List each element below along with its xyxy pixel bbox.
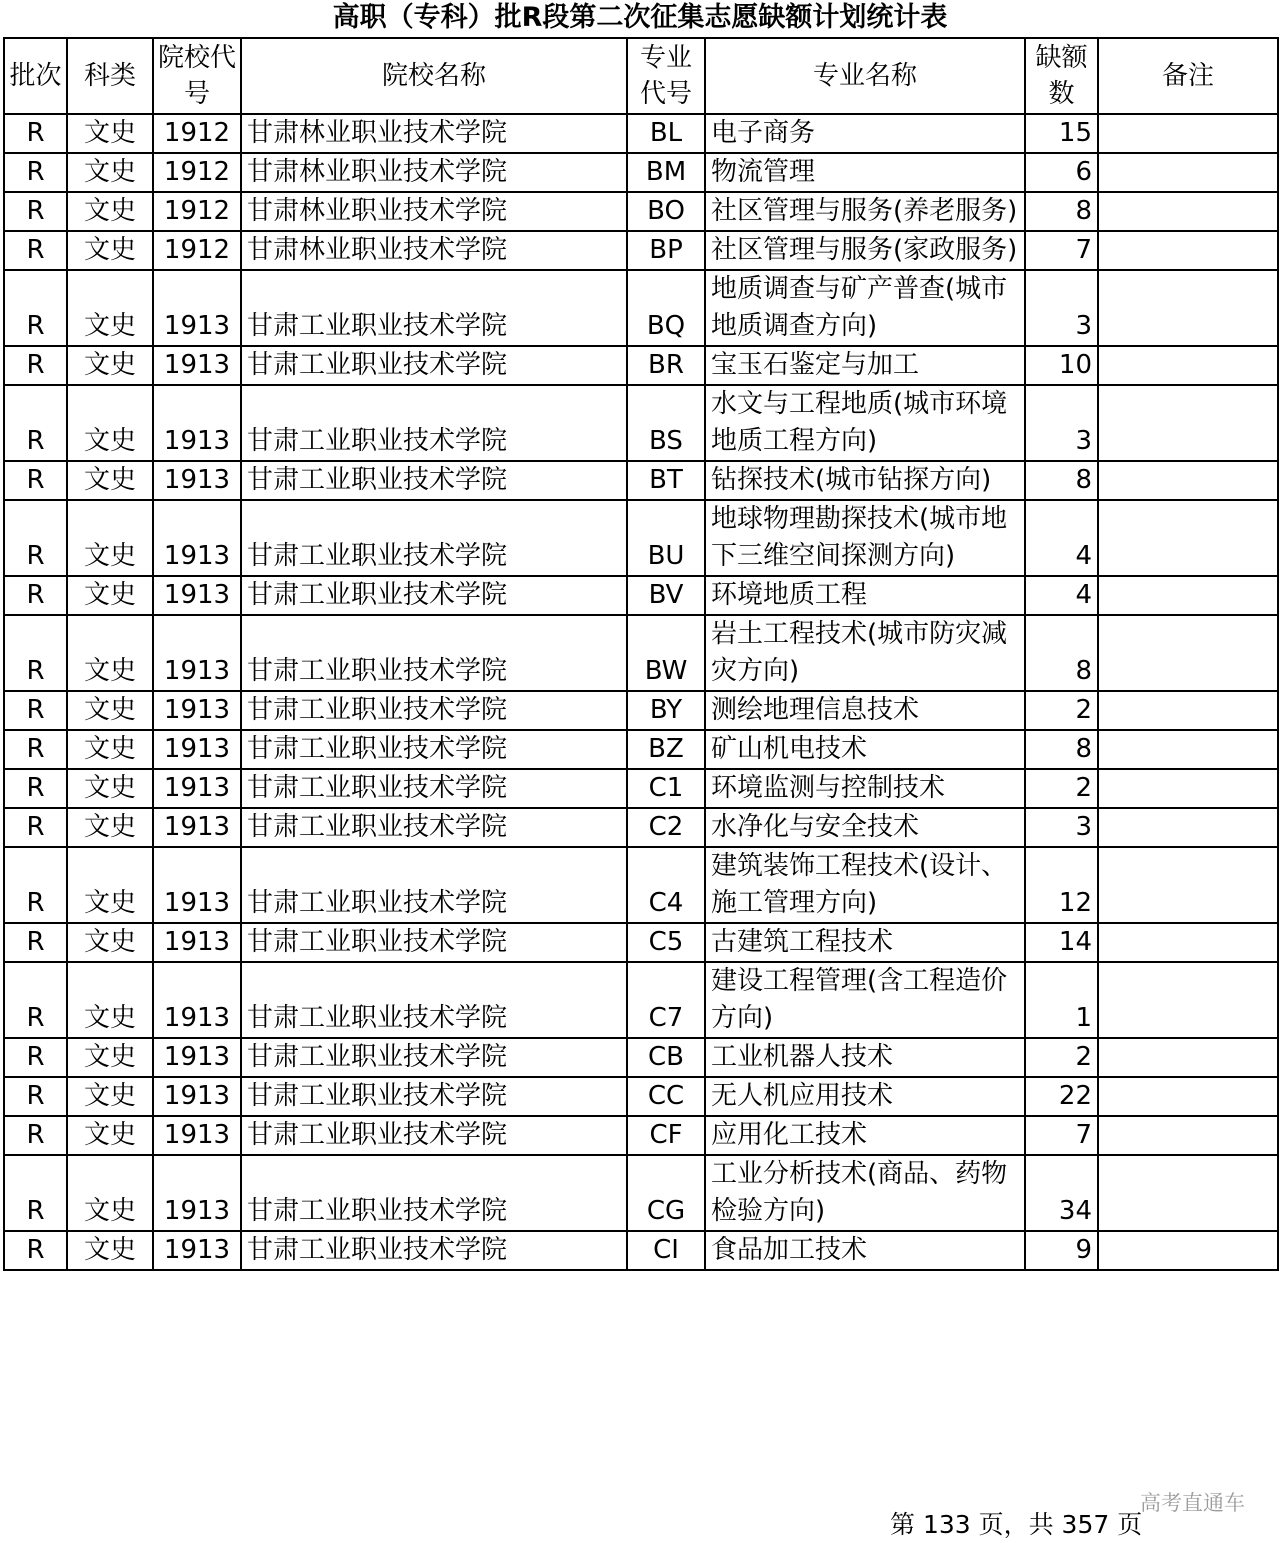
header-school-code: 院校代号 (153, 38, 241, 114)
cell-vacancy: 2 (1025, 691, 1098, 730)
cell-school-code: 1913 (153, 461, 241, 500)
cell-school-code: 1913 (153, 576, 241, 615)
cell-major-code: BY (627, 691, 705, 730)
cell-batch: R (4, 346, 67, 385)
table-row (4, 847, 1278, 923)
cell-school-code: 1913 (153, 1231, 241, 1270)
cell-major-code: BL (627, 114, 705, 153)
cell-note (1098, 1077, 1278, 1116)
table-row (4, 461, 1278, 500)
cell-major-code: C1 (627, 769, 705, 808)
cell-major-name: 建筑装饰工程技术(设计、施工管理方向) (705, 847, 1025, 923)
table-row (4, 114, 1278, 153)
cell-school-code: 1912 (153, 153, 241, 192)
cell-batch: R (4, 730, 67, 769)
cell-major-code: C7 (627, 962, 705, 1038)
cell-school-code: 1912 (153, 192, 241, 231)
vacancy-table (3, 37, 1279, 1271)
cell-school-name: 甘肃林业职业技术学院 (241, 153, 627, 192)
cell-note (1098, 153, 1278, 192)
table-row (4, 730, 1278, 769)
cell-batch: R (4, 923, 67, 962)
cell-school-code: 1913 (153, 385, 241, 461)
table-row (4, 923, 1278, 962)
page-number: 第 133 页，共 357 页 (890, 1510, 1143, 1539)
cell-school-code: 1912 (153, 231, 241, 270)
cell-major-code: C5 (627, 923, 705, 962)
cell-school-name: 甘肃工业职业技术学院 (241, 847, 627, 923)
table-row (4, 1077, 1278, 1116)
cell-batch: R (4, 769, 67, 808)
cell-vacancy: 15 (1025, 114, 1098, 153)
table-header-row (4, 38, 1278, 114)
cell-vacancy: 14 (1025, 923, 1098, 962)
cell-vacancy: 9 (1025, 1231, 1098, 1270)
cell-note (1098, 962, 1278, 1038)
header-vacancy: 缺额数 (1025, 38, 1098, 114)
table-row (4, 1155, 1278, 1231)
cell-note (1098, 385, 1278, 461)
cell-school-code: 1913 (153, 1116, 241, 1155)
cell-note (1098, 808, 1278, 847)
cell-major-code: CB (627, 1038, 705, 1077)
cell-category: 文史 (67, 500, 153, 576)
cell-category: 文史 (67, 1231, 153, 1270)
table-row (4, 615, 1278, 691)
cell-note (1098, 461, 1278, 500)
cell-category: 文史 (67, 808, 153, 847)
cell-note (1098, 1155, 1278, 1231)
cell-note (1098, 346, 1278, 385)
table-row (4, 1038, 1278, 1077)
cell-vacancy: 22 (1025, 1077, 1098, 1116)
table-row (4, 346, 1278, 385)
cell-major-name: 社区管理与服务(家政服务) (705, 231, 1025, 270)
cell-batch: R (4, 576, 67, 615)
cell-school-name: 甘肃工业职业技术学院 (241, 576, 627, 615)
cell-major-name: 食品加工技术 (705, 1231, 1025, 1270)
cell-note (1098, 923, 1278, 962)
cell-vacancy: 3 (1025, 808, 1098, 847)
header-note: 备注 (1098, 38, 1278, 114)
cell-major-name: 测绘地理信息技术 (705, 691, 1025, 730)
cell-note (1098, 270, 1278, 346)
cell-school-name: 甘肃工业职业技术学院 (241, 1116, 627, 1155)
cell-school-name: 甘肃林业职业技术学院 (241, 192, 627, 231)
cell-note (1098, 1116, 1278, 1155)
cell-major-code: CF (627, 1116, 705, 1155)
cell-vacancy: 12 (1025, 847, 1098, 923)
cell-school-name: 甘肃林业职业技术学院 (241, 231, 627, 270)
table-row (4, 691, 1278, 730)
cell-major-code: BW (627, 615, 705, 691)
cell-school-name: 甘肃工业职业技术学院 (241, 500, 627, 576)
table-row (4, 1116, 1278, 1155)
cell-major-name: 建设工程管理(含工程造价方向) (705, 962, 1025, 1038)
table-row (4, 385, 1278, 461)
cell-school-name: 甘肃工业职业技术学院 (241, 1155, 627, 1231)
watermark: 高考直通车 (1140, 1491, 1245, 1515)
cell-category: 文史 (67, 1038, 153, 1077)
cell-category: 文史 (67, 576, 153, 615)
cell-school-name: 甘肃工业职业技术学院 (241, 923, 627, 962)
cell-category: 文史 (67, 1116, 153, 1155)
header-major-code: 专业代号 (627, 38, 705, 114)
cell-major-code: C2 (627, 808, 705, 847)
cell-school-name: 甘肃工业职业技术学院 (241, 808, 627, 847)
cell-vacancy: 2 (1025, 1038, 1098, 1077)
cell-batch: R (4, 1155, 67, 1231)
cell-major-name: 物流管理 (705, 153, 1025, 192)
cell-vacancy: 10 (1025, 346, 1098, 385)
cell-school-code: 1913 (153, 923, 241, 962)
table-body (4, 114, 1278, 1270)
cell-school-name: 甘肃工业职业技术学院 (241, 1231, 627, 1270)
table-row (4, 808, 1278, 847)
cell-vacancy: 8 (1025, 730, 1098, 769)
cell-category: 文史 (67, 615, 153, 691)
cell-major-name: 社区管理与服务(养老服务) (705, 192, 1025, 231)
cell-major-code: BS (627, 385, 705, 461)
cell-note (1098, 1038, 1278, 1077)
cell-category: 文史 (67, 192, 153, 231)
cell-batch: R (4, 808, 67, 847)
cell-note (1098, 231, 1278, 270)
cell-major-name: 地质调查与矿产普查(城市地质调查方向) (705, 270, 1025, 346)
cell-vacancy: 3 (1025, 385, 1098, 461)
cell-school-name: 甘肃工业职业技术学院 (241, 1077, 627, 1116)
cell-note (1098, 114, 1278, 153)
cell-major-code: BP (627, 231, 705, 270)
cell-school-code: 1913 (153, 691, 241, 730)
page-title: 高职（专科）批R段第二次征集志愿缺额计划统计表 (332, 2, 948, 33)
cell-category: 文史 (67, 346, 153, 385)
cell-batch: R (4, 461, 67, 500)
cell-category: 文史 (67, 461, 153, 500)
cell-major-name: 水文与工程地质(城市环境地质工程方向) (705, 385, 1025, 461)
cell-major-code: C4 (627, 847, 705, 923)
cell-batch: R (4, 1231, 67, 1270)
cell-vacancy: 8 (1025, 192, 1098, 231)
cell-major-name: 工业机器人技术 (705, 1038, 1025, 1077)
cell-batch: R (4, 231, 67, 270)
table-row (4, 270, 1278, 346)
cell-major-code: BT (627, 461, 705, 500)
cell-batch: R (4, 270, 67, 346)
cell-major-code: BR (627, 346, 705, 385)
cell-category: 文史 (67, 385, 153, 461)
cell-major-name: 水净化与安全技术 (705, 808, 1025, 847)
cell-batch: R (4, 153, 67, 192)
cell-school-name: 甘肃工业职业技术学院 (241, 461, 627, 500)
cell-vacancy: 8 (1025, 461, 1098, 500)
cell-category: 文史 (67, 962, 153, 1038)
cell-category: 文史 (67, 270, 153, 346)
cell-major-code: CC (627, 1077, 705, 1116)
cell-batch: R (4, 385, 67, 461)
cell-major-code: CI (627, 1231, 705, 1270)
header-major-name: 专业名称 (705, 38, 1025, 114)
cell-note (1098, 769, 1278, 808)
cell-school-code: 1912 (153, 114, 241, 153)
cell-major-name: 地球物理勘探技术(城市地下三维空间探测方向) (705, 500, 1025, 576)
cell-batch: R (4, 847, 67, 923)
cell-note (1098, 615, 1278, 691)
cell-school-code: 1913 (153, 615, 241, 691)
cell-vacancy: 34 (1025, 1155, 1098, 1231)
cell-major-name: 宝玉石鉴定与加工 (705, 346, 1025, 385)
cell-major-code: BU (627, 500, 705, 576)
cell-school-name: 甘肃工业职业技术学院 (241, 1038, 627, 1077)
header-school-name: 院校名称 (241, 38, 627, 114)
cell-category: 文史 (67, 769, 153, 808)
cell-school-name: 甘肃工业职业技术学院 (241, 346, 627, 385)
cell-batch: R (4, 1116, 67, 1155)
cell-school-name: 甘肃工业职业技术学院 (241, 962, 627, 1038)
cell-note (1098, 691, 1278, 730)
cell-major-name: 工业分析技术(商品、药物检验方向) (705, 1155, 1025, 1231)
cell-note (1098, 192, 1278, 231)
cell-major-name: 岩土工程技术(城市防灾减灾方向) (705, 615, 1025, 691)
cell-school-code: 1913 (153, 1077, 241, 1116)
cell-vacancy: 6 (1025, 153, 1098, 192)
cell-major-name: 环境地质工程 (705, 576, 1025, 615)
cell-batch: R (4, 962, 67, 1038)
cell-school-code: 1913 (153, 769, 241, 808)
cell-school-name: 甘肃工业职业技术学院 (241, 385, 627, 461)
table-row (4, 769, 1278, 808)
table-row (4, 153, 1278, 192)
cell-batch: R (4, 500, 67, 576)
cell-school-code: 1913 (153, 1038, 241, 1077)
cell-note (1098, 730, 1278, 769)
cell-school-code: 1913 (153, 808, 241, 847)
cell-school-code: 1913 (153, 730, 241, 769)
table-row (4, 231, 1278, 270)
cell-category: 文史 (67, 114, 153, 153)
cell-batch: R (4, 1077, 67, 1116)
cell-school-code: 1913 (153, 346, 241, 385)
cell-school-code: 1913 (153, 847, 241, 923)
cell-major-name: 电子商务 (705, 114, 1025, 153)
cell-vacancy: 2 (1025, 769, 1098, 808)
cell-category: 文史 (67, 691, 153, 730)
cell-batch: R (4, 1038, 67, 1077)
cell-vacancy: 8 (1025, 615, 1098, 691)
cell-major-code: BV (627, 576, 705, 615)
cell-school-name: 甘肃工业职业技术学院 (241, 769, 627, 808)
cell-vacancy: 4 (1025, 500, 1098, 576)
cell-batch: R (4, 691, 67, 730)
cell-school-name: 甘肃工业职业技术学院 (241, 615, 627, 691)
cell-category: 文史 (67, 153, 153, 192)
cell-note (1098, 500, 1278, 576)
table-row (4, 962, 1278, 1038)
cell-school-name: 甘肃林业职业技术学院 (241, 114, 627, 153)
cell-note (1098, 847, 1278, 923)
cell-major-name: 环境监测与控制技术 (705, 769, 1025, 808)
cell-school-name: 甘肃工业职业技术学院 (241, 691, 627, 730)
cell-major-name: 矿山机电技术 (705, 730, 1025, 769)
cell-category: 文史 (67, 1077, 153, 1116)
cell-category: 文史 (67, 847, 153, 923)
cell-major-name: 无人机应用技术 (705, 1077, 1025, 1116)
cell-major-name: 钻探技术(城市钻探方向) (705, 461, 1025, 500)
cell-major-code: CG (627, 1155, 705, 1231)
cell-school-code: 1913 (153, 500, 241, 576)
header-batch: 批次 (4, 38, 67, 114)
cell-category: 文史 (67, 231, 153, 270)
cell-school-name: 甘肃工业职业技术学院 (241, 730, 627, 769)
table-row (4, 192, 1278, 231)
cell-vacancy: 7 (1025, 231, 1098, 270)
cell-batch: R (4, 192, 67, 231)
cell-vacancy: 7 (1025, 1116, 1098, 1155)
table-row (4, 1231, 1278, 1270)
cell-batch: R (4, 615, 67, 691)
cell-major-code: BO (627, 192, 705, 231)
cell-note (1098, 1231, 1278, 1270)
cell-batch: R (4, 114, 67, 153)
cell-school-code: 1913 (153, 1155, 241, 1231)
header-category: 科类 (67, 38, 153, 114)
cell-note (1098, 576, 1278, 615)
cell-major-code: BM (627, 153, 705, 192)
cell-major-name: 应用化工技术 (705, 1116, 1025, 1155)
table-row (4, 576, 1278, 615)
cell-vacancy: 3 (1025, 270, 1098, 346)
cell-vacancy: 4 (1025, 576, 1098, 615)
cell-school-name: 甘肃工业职业技术学院 (241, 270, 627, 346)
cell-school-code: 1913 (153, 962, 241, 1038)
cell-vacancy: 1 (1025, 962, 1098, 1038)
cell-major-code: BZ (627, 730, 705, 769)
cell-major-code: BQ (627, 270, 705, 346)
cell-category: 文史 (67, 923, 153, 962)
cell-category: 文史 (67, 730, 153, 769)
table-row (4, 500, 1278, 576)
cell-category: 文史 (67, 1155, 153, 1231)
cell-school-code: 1913 (153, 270, 241, 346)
cell-major-name: 古建筑工程技术 (705, 923, 1025, 962)
